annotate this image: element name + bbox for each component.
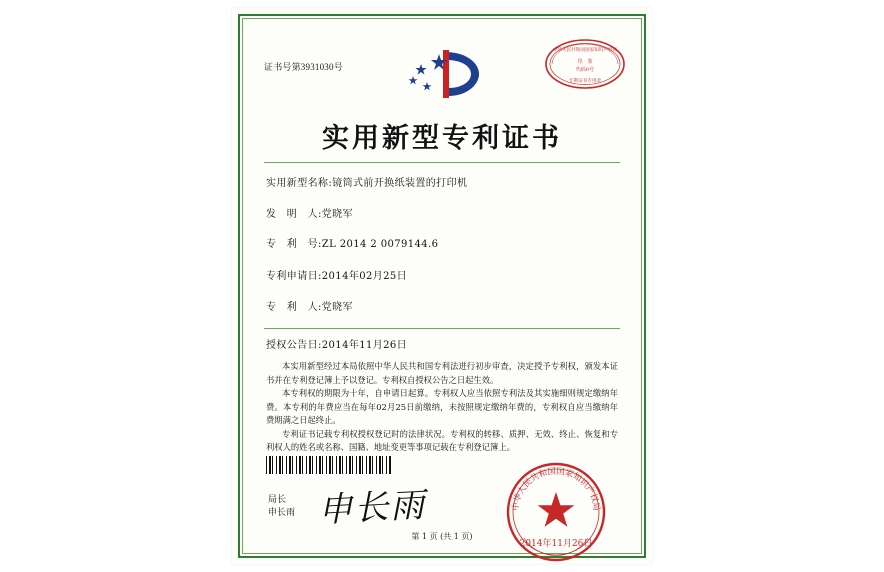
svg-text:专利证书专用章: 专利证书专用章 [568, 79, 602, 84]
barcode-bars [266, 456, 392, 474]
certificate-title: 实用新型专利证书 [322, 123, 562, 154]
field-value: 镜筒式前开换纸装置的打印机 [332, 178, 468, 189]
body-paragraph-2: 本专利权的期限为十年，自申请日起算。专利权人应当依照专利法及其实施细则规定缴纳年费。本专利的年费应当在每年02月25日前缴纳，未按照规定缴纳年费的，专利权自应当缴纳年费期满之日起终止。 [266, 388, 618, 425]
sipo-logo-icon [399, 48, 485, 102]
field-label: 实用新型名称: [266, 178, 333, 189]
field-utility-model-name [266, 174, 618, 189]
field-value: 2014年11月26日 [321, 340, 408, 351]
body-paragraph-1: 本实用新型经过本局依照中华人民共和国专利法进行初步审查，决定授予专利权，颁发本证书并在专利登记簿上予以登记。专利权自授权公告之日起生效。 [266, 361, 618, 385]
divider-bottom [264, 328, 620, 329]
certificate-content [252, 24, 632, 548]
svg-text:代码0号: 代码0号 [575, 67, 595, 73]
field-grant-announcement-date [266, 336, 618, 351]
field-application-date [266, 267, 618, 282]
certificate-sheet [232, 8, 652, 564]
field-patentee [266, 298, 618, 313]
divider-top [264, 162, 620, 163]
field-inventor [266, 205, 618, 220]
certificate-number: 证书号第3931030号 [264, 62, 343, 72]
page-footer: 第 1 页 (共 1 页) [411, 532, 473, 541]
field-value: 2014年02月25日 [321, 271, 408, 282]
director-label: 局长 申长雨 [268, 495, 296, 518]
field-label: 发 明 人: [266, 209, 322, 220]
field-value: ZL 2014 2 0079144.6 [321, 239, 439, 250]
body-paragraph-3: 专利证书记载专利权授权登记时的法律状况。专利权的转移、质押、无效、终止、恢复和专利权人的姓名或名称、国籍、地址变更等事项记载在专利登记簿上。 [266, 428, 618, 452]
field-label: 专利申请日: [266, 271, 322, 282]
barcode [266, 456, 392, 478]
field-patent-number [266, 235, 618, 250]
field-label: 专 利 号: [266, 239, 322, 250]
svg-text:中华人民共和国国家知识产权局: 中华人民共和国国家知识产权局 [509, 465, 603, 512]
svg-text:印 鉴: 印 鉴 [577, 59, 593, 65]
field-label: 专 利 人: [266, 302, 322, 313]
field-value: 党晓军 [321, 302, 353, 313]
field-label: 授权公告日: [266, 340, 322, 351]
seal-date: 2014年11月26日 [519, 539, 593, 549]
field-value: 党晓军 [321, 209, 353, 220]
director-signature: 申长雨 [317, 485, 428, 531]
official-oval-seal-icon [544, 38, 626, 90]
svg-text:中华人民共和国国家知识产权局: 中华人民共和国国家知识产权局 [552, 48, 618, 53]
certificate-body-text [266, 360, 618, 455]
